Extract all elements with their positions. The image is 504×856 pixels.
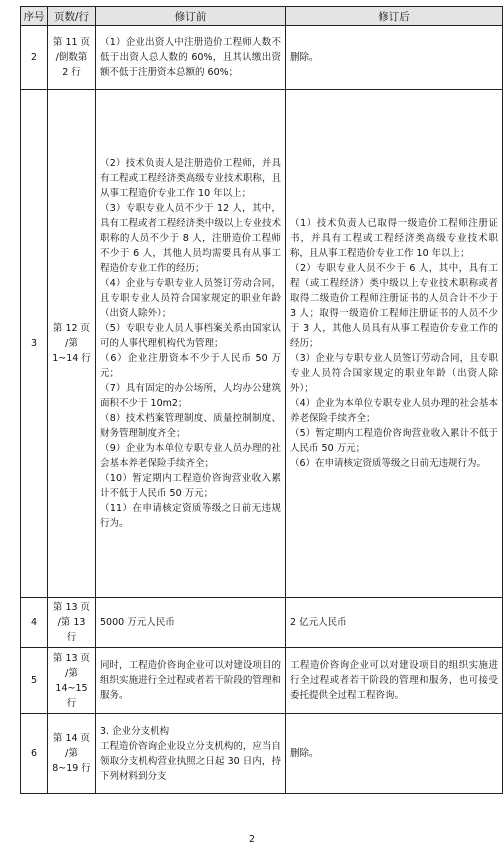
table-row [21,714,503,794]
row-number: 3 [21,90,48,598]
after-item: 删除。 [290,52,319,63]
header-after: 修订后 [286,7,503,26]
table-row [21,648,503,714]
row-number: 5 [21,648,48,714]
before-item: 3. 企业分支机构 [100,725,170,737]
after-cell [286,26,503,90]
page-line-cell [48,714,96,794]
after-item: （3）企业与专职专业人员签订劳动合同，且专职专业人员符合国家规定的职业年龄（出资人除外）； [290,353,498,394]
table-row [21,26,503,90]
page-line: /第 [65,338,78,349]
before-item: 5000 万元人民币 [100,617,175,628]
page-line: 第 13 页 [52,652,91,664]
table-header-row [21,7,503,26]
page-line-cell [48,90,96,598]
page-line: /第 13 [57,617,86,628]
after-item: （5）暂定期内工程造价咨询营业收入累计不低于人民币 50 万元； [290,428,498,454]
page-line-cell [48,26,96,90]
before-item: （1）企业出资人中注册造价工程师人数不低于出资人总人数的 60%，且其认缴出资额不低于注册资本总额的 60%； [100,37,281,78]
before-item: 工程造价咨询企业设立分支机构的，应当自领取分支机构营业执照之日起 30 日内，持下列材料到分支 [100,740,281,782]
after-cell [286,714,503,794]
page-line: 第 14 页 [52,733,91,744]
revision-table [20,6,503,794]
page-line: 行 [66,697,77,709]
page-line: /倒数第 [55,52,88,63]
after-item: （2）专职专业人员不少于 6 人，其中，具有工程（或工程经济）类中级以上专业技术职称或者取得二级造价工程师注册证书的人员合计不少于 3 人；取得一级造价工程师注册证书的人员不少于 3 人，其他人员具有从事工程造价专业工作的经历； [290,263,498,349]
page-line: 2 行 [62,67,81,78]
before-item: （7）具有固定的办公场所，人均办公建筑面积不少于 10m2； [100,383,281,409]
before-item: （2）技术负责人是注册造价工程师，并具有工程或工程经济类高级专业技术职称，且从事工程造价专业工作 10 年以上； [100,158,281,199]
page-line: 行 [66,632,77,643]
before-item: （3）专职专业人员不少于 12 人，其中，具有工程或者工程经济类中级以上专业技术职称的人员不少于 8 人，注册造价工程师不少于 6 人，其他人员均需要具有从事工程造价专业工作的经历； [100,203,281,274]
row-number: 2 [21,26,48,90]
page-line-cell [48,648,96,714]
before-item: （5）专职专业人员人事档案关系由国家认可的人事代理机构代为管理； [100,323,281,349]
header-before: 修订前 [96,7,286,26]
before-item: （10）暂定期内工程造价咨询营业收入累计不低于人民币 50 万元； [100,473,281,499]
page-number: 2 [248,834,256,845]
before-item: （11）在申请核定资质等级之日前无违规行为。 [100,503,281,529]
page-line: /第 [65,748,78,759]
page-line: 8~19 行 [52,763,91,774]
page-line: 14~15 [55,682,88,694]
after-item: 2 亿元人民币 [290,617,347,628]
after-item: （4）企业为本单位专职专业人员办理的社会基本养老保险手续齐全； [290,398,498,424]
after-item: 删除。 [290,748,319,759]
table-row [21,90,503,598]
before-item: （9）企业为本单位专职专业人员办理的社会基本养老保险手续齐全； [100,443,281,469]
table-row [21,598,503,648]
after-item: （1）技术负责人已取得一级造价工程师注册证书，并具有工程或工程经济类高级专业技术职称，且从事工程造价专业工作 10 年以上； [290,218,498,259]
page-line: 第 13 页 [52,602,91,613]
before-item: （4）企业与专职专业人员签订劳动合同，且专职专业人员符合国家规定的职业年龄（出资人除外）； [100,278,281,319]
page-line: 1~14 行 [52,353,91,364]
row-number: 4 [21,598,48,648]
header-no: 序号 [21,7,48,26]
before-item: （8）技术档案管理制度、质量控制制度、财务管理制度齐全； [100,413,281,439]
before-cell [96,648,286,714]
page-line-cell [48,598,96,648]
after-item: 工程造价咨询企业可以对建设项目的组织实施进行全过程或者若干阶段的管理和服务，也可接受委托提供全过程工程咨询。 [290,660,498,701]
page-line: 第 11 页 [52,37,91,48]
before-cell [96,714,286,794]
before-item: 同时，工程造价咨询企业可以对建设项目的组织实施进行全过程或者若干阶段的管理和服务。 [100,660,281,701]
after-cell [286,90,503,598]
page-line: /第 [65,667,78,679]
before-cell [96,598,286,648]
after-cell [286,598,503,648]
before-item: （6）企业注册资本不少于人民币 50 万元； [100,353,281,379]
page-line: 第 12 页 [52,323,91,334]
header-page: 页数/行 [48,7,96,26]
before-cell [96,90,286,598]
row-number: 6 [21,714,48,794]
after-item: （6）在申请核定资质等级之日前无违规行为。 [290,458,487,469]
after-cell [286,648,503,714]
before-cell [96,26,286,90]
